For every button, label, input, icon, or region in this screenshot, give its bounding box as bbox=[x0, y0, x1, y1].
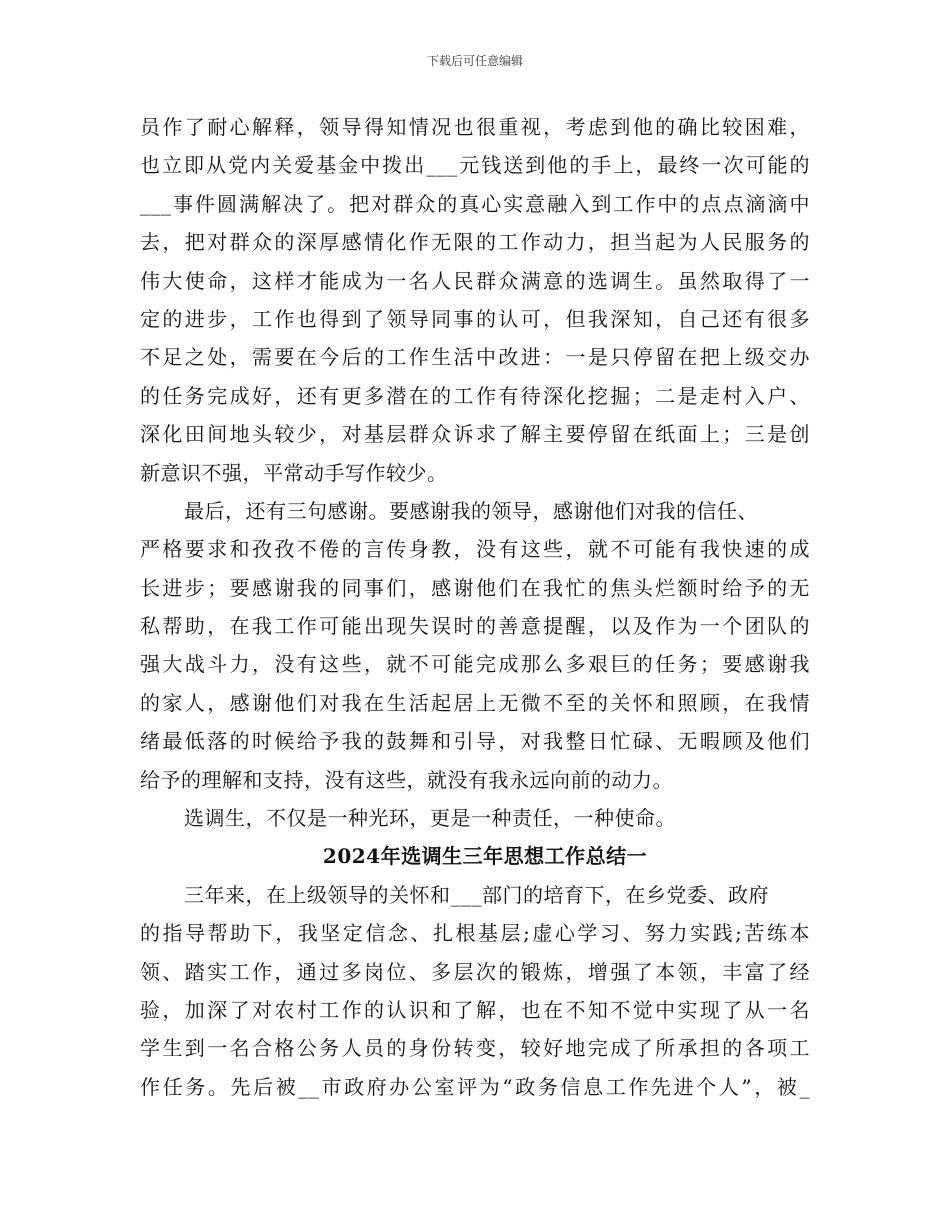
text-line: 伟大使命，这样才能成为一名人民群众满意的选调生。虽然取得了一 bbox=[140, 268, 810, 293]
text-line: 深化田间地头较少，对基层群众诉求了解主要停留在纸面上；三是创 bbox=[140, 422, 810, 447]
text-line: 作任务。先后被__市政府办公室评为“政务信息工作先进个人”，被_ bbox=[140, 1074, 810, 1099]
text-line: 也立即从党内关爱基金中拨出___元钱送到他的手上，最终一次可能的 bbox=[140, 153, 810, 178]
text-line: 的指导帮助下，我坚定信念、扎根基层;虚心学习、努力实践;苦练本 bbox=[140, 921, 810, 946]
text-line: 强大战斗力，没有这些，就不可能完成那么多艰巨的任务；要感谢我 bbox=[140, 652, 810, 677]
text-line: 给予的理解和支持，没有这些，就没有我永远向前的动力。 bbox=[140, 767, 673, 792]
text-line: 私帮助，在我工作可能出现失误时的善意提醒，以及作为一个团队的 bbox=[140, 614, 810, 639]
text-line: 领、踏实工作，通过多岗位、多层次的锻炼，增强了本领，丰富了经 bbox=[140, 959, 810, 984]
text-line: 去，把对群众的深厚感情化作无限的工作动力，担当起为人民服务的 bbox=[140, 230, 810, 255]
page-header: 下载后可任意编辑 bbox=[426, 54, 523, 68]
section-title: 2024年选调生三年思想工作总结一 bbox=[322, 844, 648, 869]
text-line: 验，加深了对农村工作的认识和了解，也在不知不觉中实现了从一名 bbox=[140, 997, 810, 1022]
text-line: 长进步；要感谢我的同事们，感谢他们在我忙的焦头烂额时给予的无 bbox=[140, 575, 810, 600]
text-line: 员作了耐心解释，领导得知情况也很重视，考虑到他的确比较困难， bbox=[140, 115, 810, 139]
text-line: 的任务完成好，还有更多潜在的工作有待深化挖掘；二是走村入户、 bbox=[140, 383, 810, 408]
text-line: ___事件圆满解决了。把对群众的真心实意融入到工作中的点点滴滴中 bbox=[140, 191, 810, 216]
text-line: 新意识不强，平常动手写作较少。 bbox=[140, 460, 448, 485]
text-line: 最后，还有三句感谢。要感谢我的领导，感谢他们对我的信任、 bbox=[184, 498, 758, 523]
document-body bbox=[140, 108, 810, 1106]
text-line: 选调生，不仅是一种光环，更是一种责任，一种使命。 bbox=[184, 806, 676, 831]
text-line: 绪最低落的时候给予我的鼓舞和引导，对我整日忙碌、无暇顾及他们 bbox=[140, 729, 810, 754]
text-line: 的家人，感谢他们对我在生活起居上无微不至的关怀和照顾，在我情 bbox=[140, 690, 810, 715]
text-line: 严格要求和孜孜不倦的言传身教，没有这些，就不可能有我快速的成 bbox=[140, 537, 810, 562]
text-line: 三年来，在上级领导的关怀和___部门的培育下，在乡党委、政府 bbox=[184, 882, 769, 907]
text-line: 学生到一名合格公务人员的身份转变，较好地完成了所承担的各项工 bbox=[140, 1036, 810, 1061]
text-line: 定的进步，工作也得到了领导同事的认可，但我深知，自己还有很多 bbox=[140, 306, 810, 331]
text-line: 不足之处，需要在今后的工作生活中改进：一是只停留在把上级交办 bbox=[140, 345, 810, 370]
